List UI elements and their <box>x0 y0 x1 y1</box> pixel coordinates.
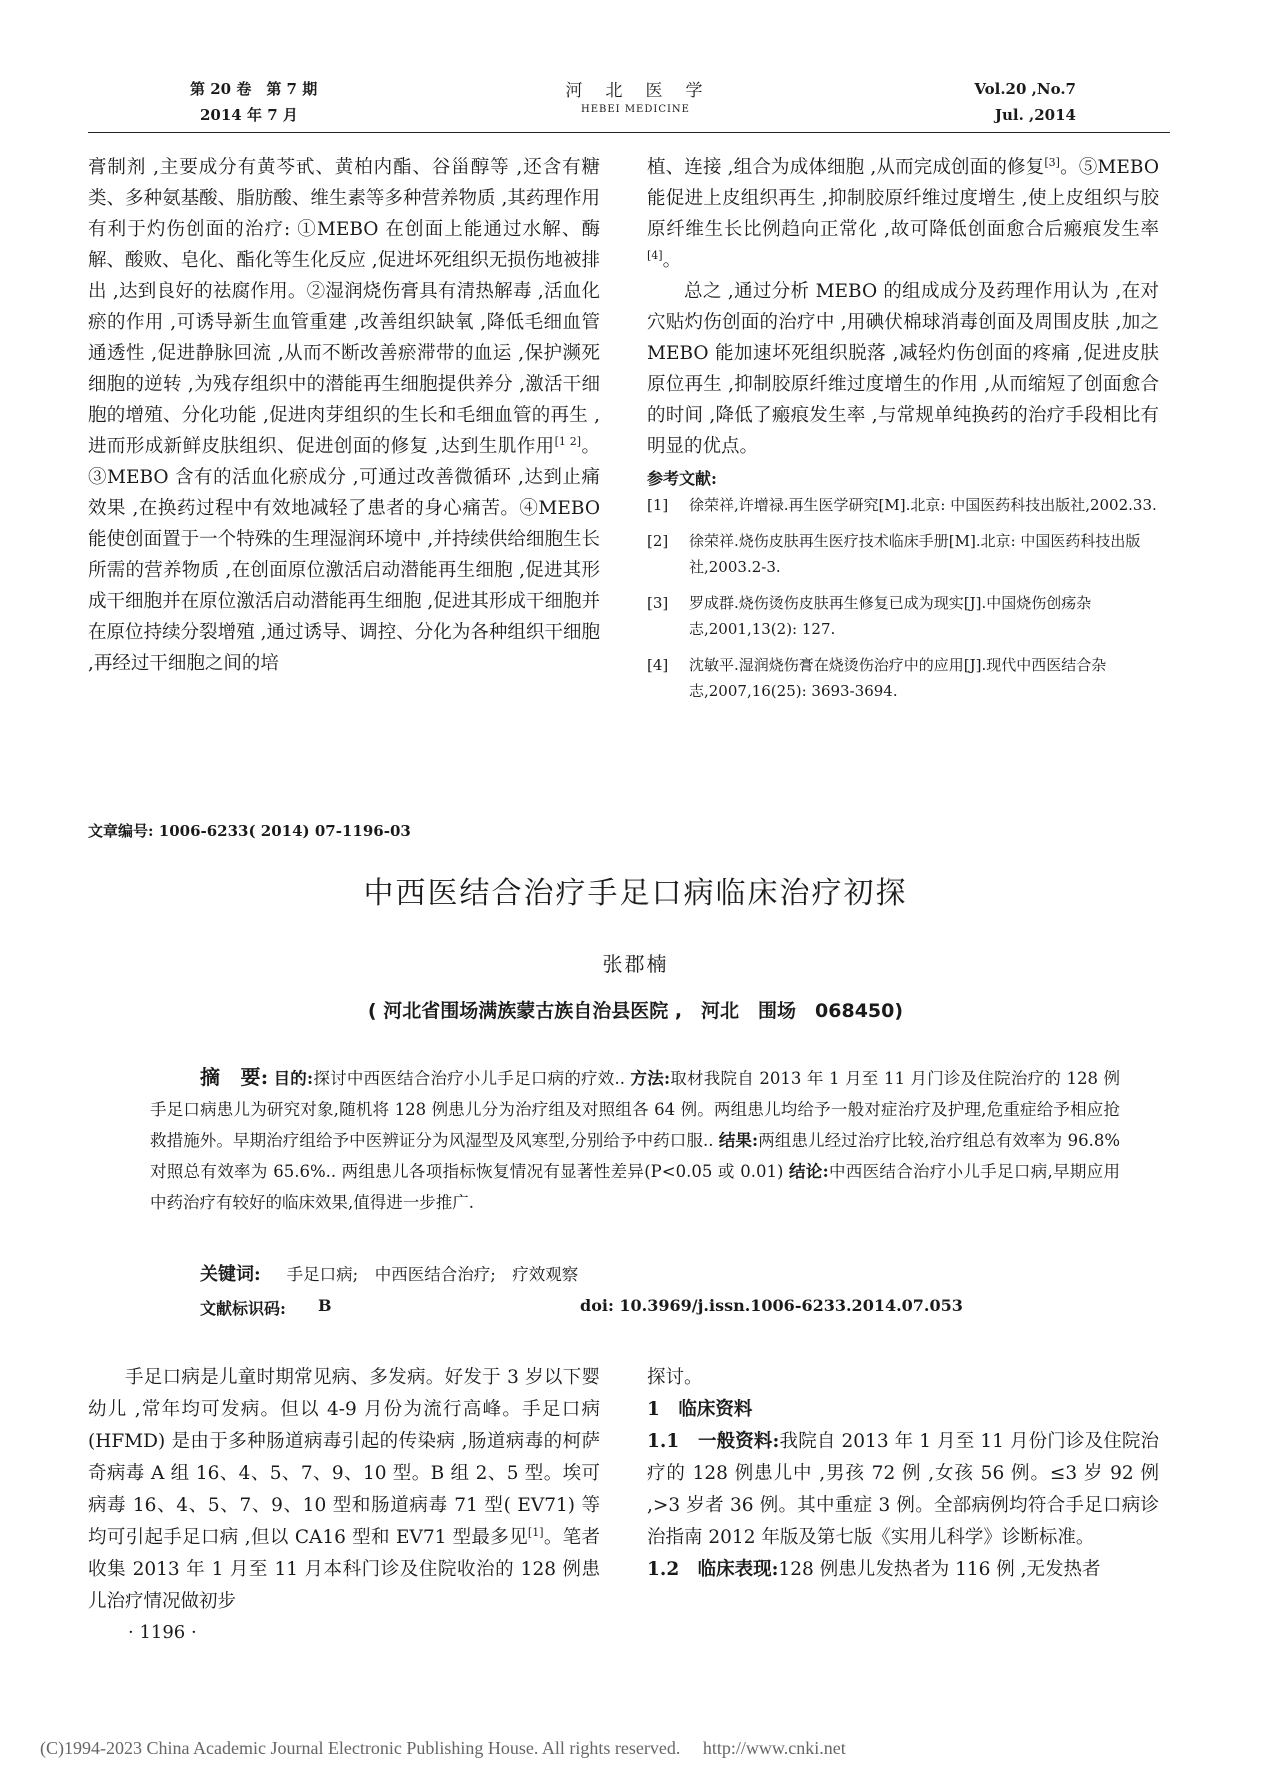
article-title: 中西医结合治疗手足口病临床治疗初探 <box>363 876 908 911</box>
header-journal-cn: 河 北 医 学 <box>565 81 706 101</box>
abstract-conclusion-label: 结论: <box>788 1162 829 1181</box>
citation: [3] <box>1044 155 1060 169</box>
prev-article-left-column <box>88 152 600 679</box>
abstract-method: 取材我院自 2013 年 1 月至 11 月门诊及住院治疗的 128 例手足口病患儿为研究对象,随机将 128 例患儿分为治疗组及对照组各 64 例。两组患儿均给予一般对症治疗及护理,危重症给予相应抢救措施外。早期治疗组给予中医辨证分为风湿型及风寒型,分别给予中药口服.. <box>150 1069 1121 1150</box>
prev-article-paragraph: 膏制剂 ,主要成分有黄芩甙、黄柏内酯、谷甾醇等 ,还含有糖类、多种氨基酸、脂肪酸、维生素等多种营养物质 ,其药理作用有利于灼伤创面的治疗: ①MEBO 在创面上能通过水解、酶解、酸败、皂化、酯化等生化反应 ,促进坏死组织无损伤地被排出 ,达到良好的祛腐作用。②湿润烧伤膏具有清热解毒 ,活血化瘀的作用 ,可诱导新生血管重建 ,改善组织缺氧 ,降低毛细血管通透性 ,促进静脉回流 ,从而不断改善瘀滞带的血运 ,保护濒死细胞的逆转 ,为残存组织中的潜能再生细胞提供养分 ,激活干细胞的增殖、分化功能 ,促进肉芽组织的生长和毛细血管的再生 ,进而形成新鲜皮肤组织、促进创面的修复 ,达到生肌作用[1 2]。③MEBO 含有的活血化瘀成分 ,可通过改善微循环 ,达到止痛效果 ,在换药过程中有效地减轻了患者的身心痛苦。④MEBO 能使创面置于一个特殊的生理湿润环境中 ,并持续供给细胞生长所需的营养物质 ,在创面原位激活启动潜能再生细胞 ,促进其形成干细胞并在原位激活启动潜能再生细胞 ,促进其形成干细胞并在原位持续分裂增殖 ,通过诱导、调控、分化为各种组织干细胞 ,再经过干细胞之间的培 <box>88 157 600 674</box>
header-rule <box>88 132 1170 133</box>
document-code: B <box>318 1296 332 1315</box>
abstract <box>150 1062 1120 1218</box>
intro-paragraph: 手足口病是儿童时期常见病、多发病。好发于 3 岁以下婴幼儿 ,常年均可发病。但以 4-9 月份为流行高峰。手足口病(HFMD) 是由于多种肠道病毒引起的传染病 ,肠道病毒的柯萨奇病毒 A 组 16、4、5、7、9、10 型。B 组 2、5 型。埃可病毒 16、4、5、7、9、10 型和肠道病毒 71 型( EV71) 等均可引起手足口病 ,但以 CA16 型和 EV71 型最多见[1]。笔者收集 2013 年 1 月至 11 月本科门诊及住院收治的 128 例患儿治疗情况做初步 <box>88 1367 600 1612</box>
reference-item: [3] 罗成群.烧伤烫伤皮肤再生修复已成为现实[J].中国烧伤创疡杂志,2001,13(2): 127. <box>647 594 1092 638</box>
keywords <box>200 1262 578 1288</box>
intro-continuation: 探讨。 <box>647 1367 703 1388</box>
keywords-text: 手足口病; 中西医结合治疗; 疗效观察 <box>286 1265 579 1284</box>
doi: doi: 10.3969/j.issn.1006-6233.2014.07.053 <box>580 1296 963 1315</box>
reference-item: [2] 徐荣祥.烧伤皮肤再生医疗技术临床手册[M].北京: 中国医药科技出版社,2003.2-3. <box>647 532 1141 576</box>
abstract-conclusion: 中西医结合治疗小儿手足口病,早期应用中药治疗有较好的临床效果,值得进一步推广. <box>150 1162 1121 1212</box>
article-number: 文章编号: 1006-6233( 2014) 07-1196-03 <box>88 822 411 840</box>
references-title: 参考文献: <box>647 469 717 488</box>
header-date: 2014 年 7 月 <box>200 106 298 124</box>
abstract-result: 两组患儿经过治疗比较,治疗组总有效率为 96.8% 对照总有效率为 65.6%.. 两组患儿各项指标恢复情况有显著性差异(P<0.05 或 0.01) <box>150 1131 1120 1181</box>
section-1-2: 1.2 临床表现:128 例患儿发热者为 116 例 ,无发热者 <box>647 1559 1101 1580</box>
header-volume-en: Vol.20 ,No.7 <box>974 80 1076 98</box>
abstract-objective-label: 目的: <box>273 1069 314 1088</box>
citation: [1 2] <box>554 434 582 448</box>
reference-item: [1] 徐荣祥,许增禄.再生医学研究[M].北京: 中国医药科技出版社,2002.33. <box>647 496 1157 514</box>
article-body-right-column <box>647 1362 1159 1586</box>
article-affiliation: ( 河北省围场满族蒙古族自治县医院 , 河北 围场 068450) <box>367 1000 904 1022</box>
citation: [4] <box>647 248 663 262</box>
prev-article-right-column <box>647 152 1159 714</box>
abstract-label: 摘 要: <box>200 1065 269 1089</box>
copyright-footer: (C)1994-2023 China Academic Journal Electronic Publishing House. All rights reserved. http://www.cnki.net <box>40 1738 846 1758</box>
header-volume: 第 20 卷 第 7 期 <box>190 80 318 98</box>
page-number: · 1196 · <box>128 1622 197 1643</box>
abstract-objective: 探讨中西医结合治疗小儿手足口病的疗效.. <box>313 1069 626 1088</box>
prev-article-conclusion: 总之 ,通过分析 MEBO 的组成成分及药理作用认为 ,在对穴贴灼伤创面的治疗中 ,用碘伏棉球消毒创面及周围皮肤 ,加之 MEBO 能加速坏死组织脱落 ,减轻灼伤创面的疼痛 ,促进皮肤原位再生 ,抑制胶原纤维过度增生的作用 ,从而缩短了创面愈合的时间 ,降低了瘢痕发生率 ,与常规单纯换药的治疗手段相比有明显的优点。 <box>647 281 1159 457</box>
abstract-result-label: 结果: <box>718 1131 759 1150</box>
section-heading: 1 临床资料 <box>647 1399 753 1420</box>
reference-item: [4] 沈敏平.湿润烧伤膏在烧烫伤治疗中的应用[J].现代中西医结合杂志,2007,16(25): 3693-3694. <box>647 656 1107 700</box>
article-body-left-column <box>88 1362 600 1618</box>
header-date-en: Jul. ,2014 <box>994 106 1076 124</box>
keywords-label: 关键词: <box>200 1264 261 1285</box>
header-journal-en: HEBEI MEDICINE <box>581 104 690 115</box>
abstract-method-label: 方法: <box>630 1069 671 1088</box>
prev-article-paragraph: 植、连接 ,组合为成体细胞 ,从而完成创面的修复[3]。⑤MEBO 能促进上皮组织再生 ,抑制胶原纤维过度增生 ,使上皮组织与胶原纤维生长比例趋向正常化 ,故可降低创面愈合后瘢痕发生率[4]。 <box>647 155 1159 271</box>
article-author: 张郡楠 <box>602 952 669 976</box>
section-1-1: 1.1 一般资料:我院自 2013 年 1 月至 11 月份门诊及住院治疗的 128 例患儿中 ,男孩 72 例 ,女孩 56 例。≤3 岁 92 例 ,>3 岁者 36 例。其中重症 3 例。全部病例均符合手足口病诊治指南 2012 年版及第七版《实用儿科学》诊断标准。 <box>647 1431 1160 1548</box>
document-code-label: 文献标识码: <box>200 1299 286 1318</box>
citation: [1] <box>527 1525 544 1539</box>
